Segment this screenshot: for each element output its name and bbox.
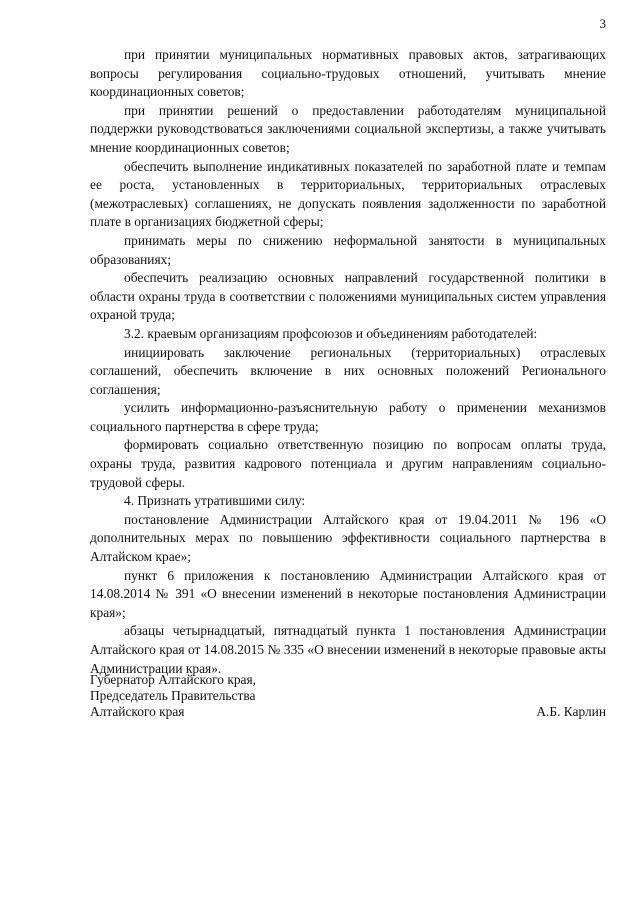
paragraph-repeal-335: абзацы четырнадцатый, пятнадцатый пункта 1 постановления Администрации Алтайского края от 14.08.2015 № 335 «О внесении изменений в некоторые правовые акты Администрации края». [90, 623, 606, 676]
paragraph-repeal-196: постановление Администрации Алтайского края от 19.04.2011 № 196 «О дополнительных мерах по повышению эффективности социального партнерства в Алтайском крае»; [90, 511, 606, 565]
paragraph-municipal-support: при принятии решений о предоставлении работодателям муниципальной поддержки руководствоваться заключениями социальной экспертизы, а также учитывать мнение координационных советов; [90, 102, 606, 155]
paragraph-labor-safety: обеспечить реализацию основных направлений государственной политики в области охраны труда в соответствии с положениями муниципальных систем управления охраной труда; [90, 270, 606, 323]
signatory-title-line: Губернатор Алтайского края, [90, 672, 256, 687]
signatory-name: А.Б. Карлин [536, 704, 606, 719]
document-body [90, 46, 606, 678]
paragraph-section-4: 4. Признать утратившими силу: [124, 493, 306, 509]
signature-block [90, 672, 606, 720]
paragraph-wage-indicators: обеспечить выполнение индикативных показателей по заработной плате и темпам ее роста, установленных в территориальных, территориальных отраслевых (межотраслевых) соглашениях, не допускать появления задолженности по заработной плате в организациях бюджетной сферы; [90, 158, 606, 230]
paragraph-social-responsibility: формировать социально ответственную позицию по вопросам оплаты труда, охраны труда, развития кадрового потенциала и другим направлениям социально-трудовой сферы. [90, 437, 606, 490]
signatory-title-line: Алтайского края [90, 704, 185, 719]
paragraph-section-3-2: 3.2. краевым организациям профсоюзов и объединениям работодателей: [124, 325, 538, 341]
paragraph-municipal-acts: при принятии муниципальных нормативных правовых актов, затрагивающих вопросы регулирования социально-трудовых отношений, учитывать мнение координационных советов; [90, 47, 606, 100]
signatory-title [90, 672, 606, 720]
page-number: 3 [599, 16, 606, 31]
paragraph-regional-agreements: инициировать заключение региональных (территориальных) отраслевых соглашений, обеспечить включение в них основных положений Регионального соглашения; [90, 344, 606, 397]
signatory-title-line: Председатель Правительства [90, 688, 256, 703]
paragraph-informal-employment: принимать меры по снижению неформальной занятости в муниципальных образованиях; [90, 232, 606, 267]
paragraph-repeal-391: пункт 6 приложения к постановлению Администрации Алтайского края от 14.08.2014 № 391 «О внесении изменений в некоторые постановления Администрации края»; [90, 567, 606, 620]
paragraph-information-work: усилить информационно-разъяснительную работу о применении механизмов социального партнерства в сфере труда; [90, 400, 606, 434]
